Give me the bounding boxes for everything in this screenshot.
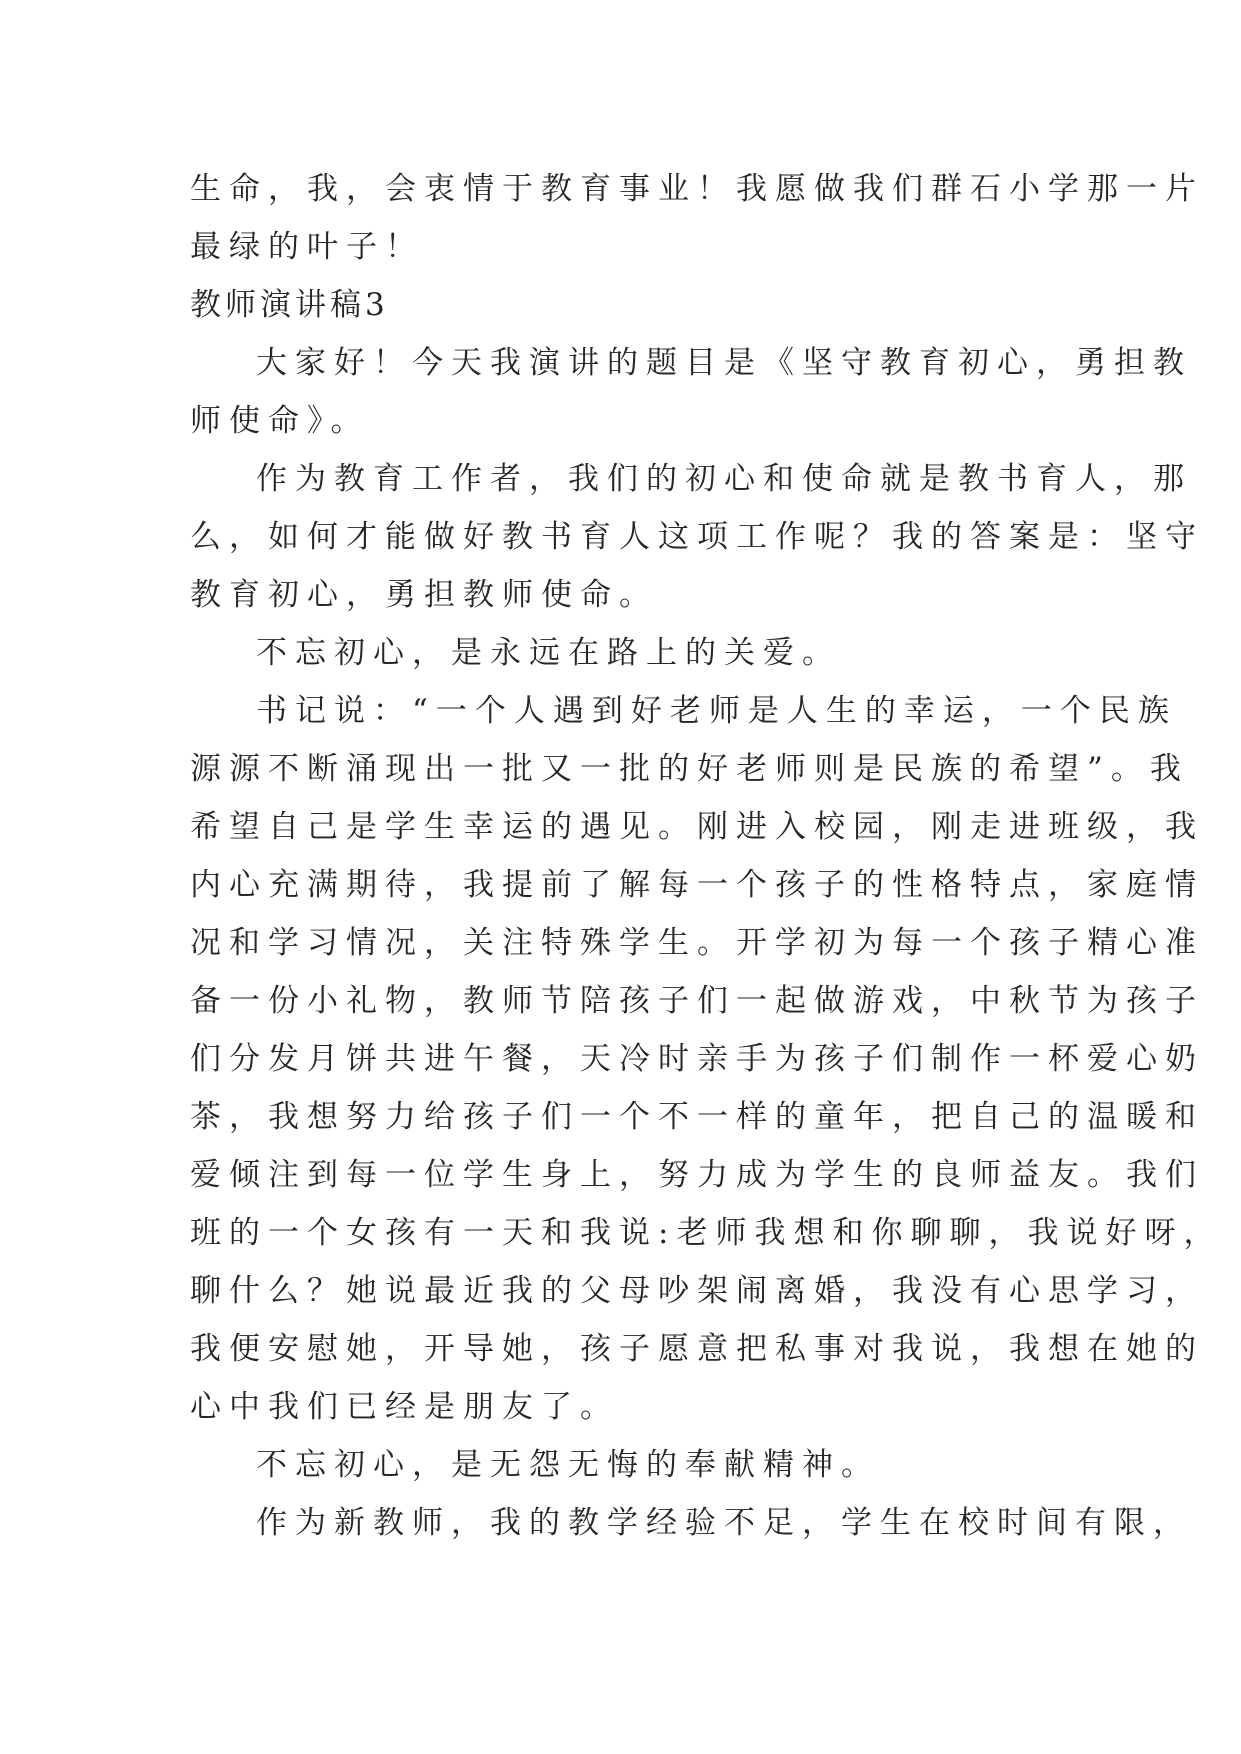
paragraph-line: 作为新教师，我的教学经验不足，学生在校时间有限， — [256, 1505, 1192, 1541]
paragraph-line: 书记说：“一个人遇到好老师是人生的幸运，一个民族 — [256, 693, 1177, 729]
paragraph-line: 源源不断涌现出一批又一批的好老师则是民族的希望”。我 — [190, 751, 1189, 787]
paragraph-line: 茶，我想努力给孩子们一个不一样的童年，把自己的温暖和 — [190, 1099, 1204, 1135]
paragraph-line: 希望自己是学生幸运的遇见。刚进入校园，刚走进班级，我 — [190, 809, 1204, 845]
paragraph-line: 心中我们已经是朋友了。 — [190, 1389, 619, 1425]
paragraph-line: 班的一个女孩有一天和我说:老师我想和你聊聊，我说好呀， — [190, 1215, 1223, 1251]
paragraph-line: 我便安慰她，开导她，孩子愿意把私事对我说，我想在她的 — [190, 1331, 1204, 1367]
paragraph-line: 大家好！今天我演讲的题目是《坚守教育初心，勇担教 — [256, 345, 1192, 381]
section-heading: 教师演讲稿3 — [190, 287, 389, 323]
paragraph-line: 师使命》。 — [190, 403, 370, 439]
paragraph-line: 生命，我，会衷情于教育事业！我愿做我们群石小学那一片 — [190, 171, 1204, 207]
paragraph-line: 聊什么？她说最近我的父母吵架闹离婚，我没有心思学习， — [190, 1273, 1204, 1309]
paragraph-line: 不忘初心，是无怨无悔的奉献精神。 — [256, 1447, 880, 1483]
paragraph-line: 么，如何才能做好教书育人这项工作呢？我的答案是：坚守 — [190, 519, 1204, 555]
paragraph-line: 内心充满期待，我提前了解每一个孩子的性格特点，家庭情 — [190, 867, 1204, 903]
paragraph-line: 教育初心，勇担教师使命。 — [190, 577, 658, 613]
paragraph-line: 不忘初心，是永远在路上的关爱。 — [256, 635, 841, 671]
paragraph-line: 最绿的叶子！ — [190, 229, 424, 265]
paragraph-line: 况和学习情况，关注特殊学生。开学初为每一个孩子精心准 — [190, 925, 1204, 961]
paragraph-line: 们分发月饼共进午餐，天冷时亲手为孩子们制作一杯爱心奶 — [190, 1041, 1204, 1077]
document-body — [190, 160, 1223, 1552]
paragraph-line: 作为教育工作者，我们的初心和使命就是教书育人，那 — [256, 461, 1192, 497]
paragraph-line: 备一份小礼物，教师节陪孩子们一起做游戏，中秋节为孩子 — [190, 983, 1204, 1019]
paragraph-line: 爱倾注到每一位学生身上，努力成为学生的良师益友。我们 — [190, 1157, 1204, 1193]
